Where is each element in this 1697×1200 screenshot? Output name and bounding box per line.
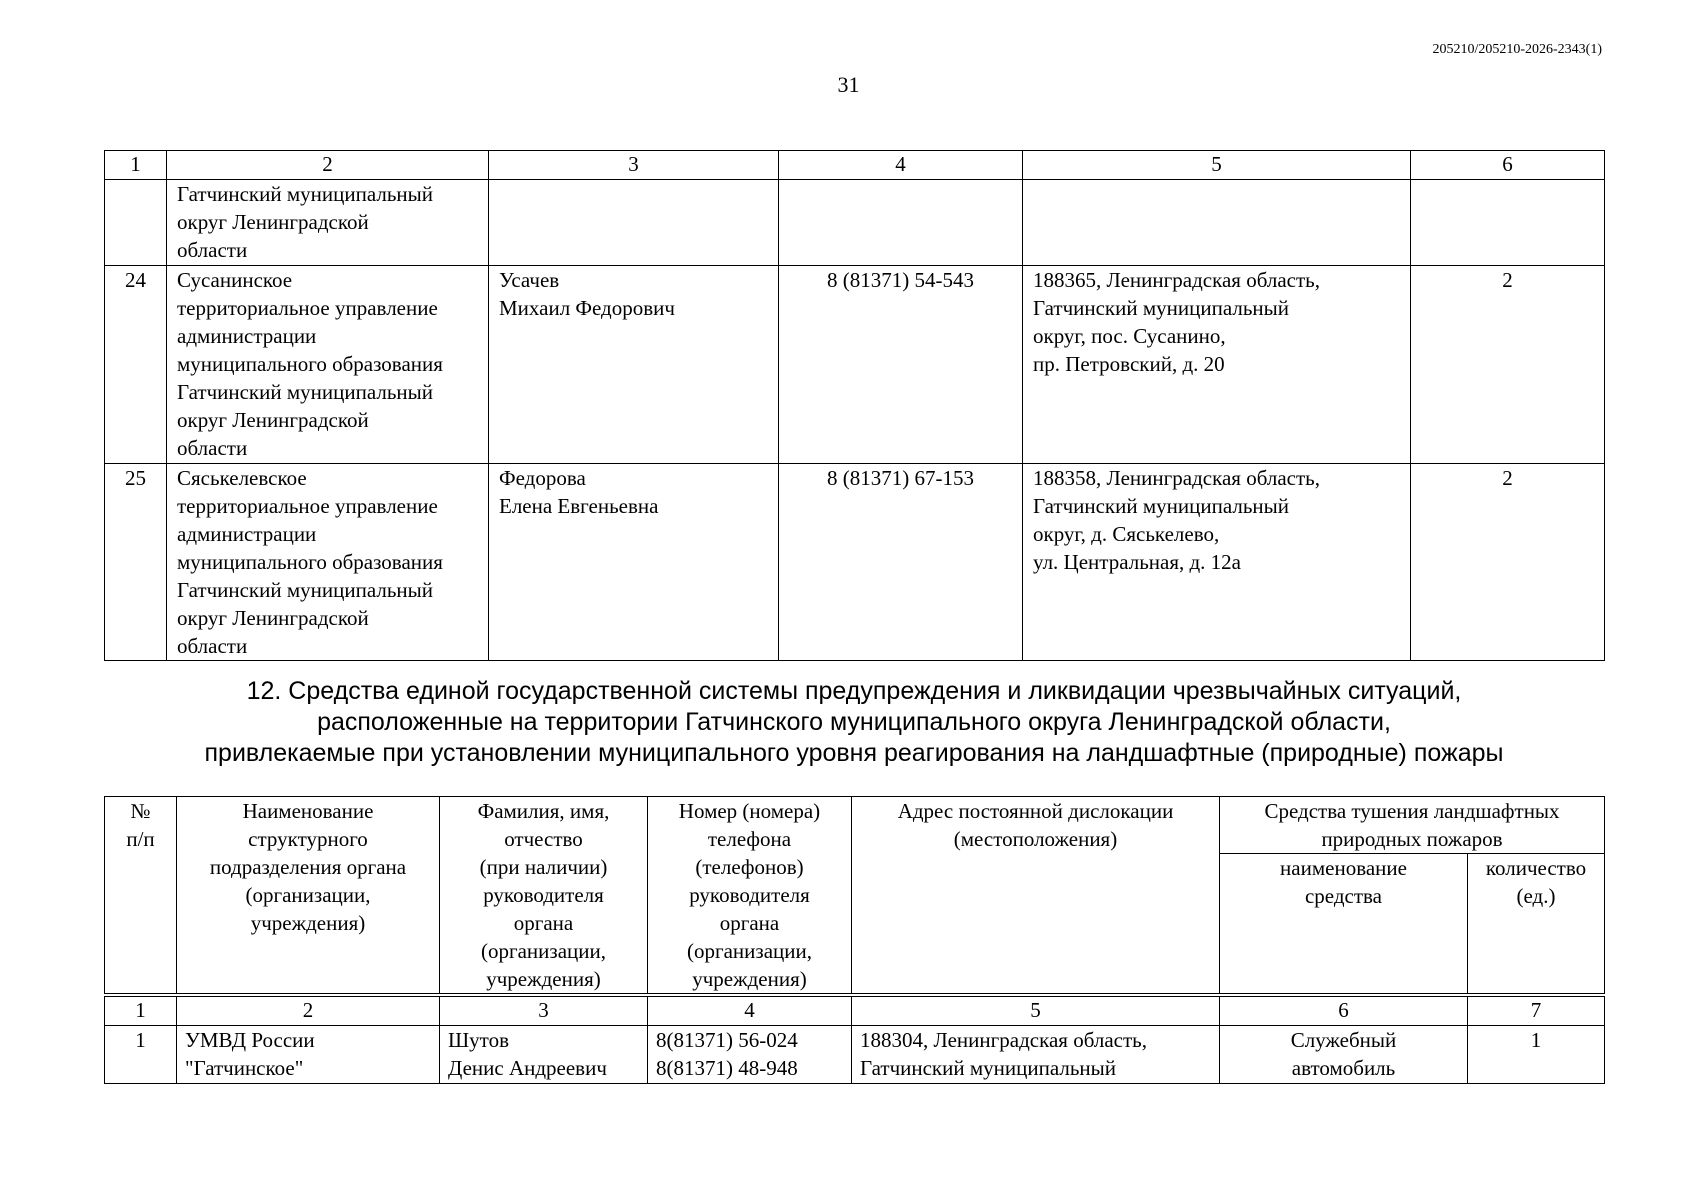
header-means-name bbox=[1220, 854, 1468, 995]
section-title bbox=[104, 676, 1604, 769]
header-line: подразделения органа bbox=[209, 855, 407, 879]
person-line: Шутов bbox=[448, 1028, 510, 1052]
header-line: средства bbox=[1304, 884, 1382, 909]
section-title-line: привлекаемые при установлении муниципального уровня реагирования на ландшафтные (природные) пожары bbox=[204, 739, 1504, 767]
column-number-row bbox=[105, 995, 1605, 1026]
person-cell bbox=[489, 180, 779, 266]
qty-cell: 1 bbox=[1468, 1026, 1605, 1084]
address-cell bbox=[1023, 180, 1411, 266]
section-title-line: расположенные на территории Гатчинского муниципального округа Ленинградской области, bbox=[317, 708, 1391, 736]
col-number: 4 bbox=[648, 995, 852, 1026]
col-number: 4 bbox=[779, 151, 1023, 180]
header-line: (ед.) bbox=[1516, 884, 1556, 909]
header-line: Наименование bbox=[242, 799, 374, 823]
header-line: количество bbox=[1485, 856, 1587, 881]
header-name bbox=[177, 797, 440, 996]
org-name-line: округ Ленинградской bbox=[177, 606, 369, 630]
header-line: (телефонов) bbox=[695, 855, 804, 879]
header-line: телефона bbox=[707, 827, 792, 851]
header-row bbox=[105, 797, 1605, 854]
header-line: учреждения) bbox=[692, 967, 807, 991]
header-line: наименование bbox=[1280, 856, 1407, 881]
person-line: Елена Евгеньевна bbox=[499, 494, 659, 518]
header-num bbox=[105, 797, 177, 996]
org-name-line: области bbox=[177, 238, 248, 262]
header-means-qty bbox=[1468, 854, 1605, 995]
header-line: органа bbox=[719, 911, 780, 935]
address-cell bbox=[1023, 464, 1411, 661]
col-number: 2 bbox=[167, 151, 489, 180]
header-address bbox=[852, 797, 1220, 996]
header-line: органа bbox=[513, 911, 574, 935]
org-name-line: администрации bbox=[177, 324, 317, 348]
header-line: учреждения) bbox=[486, 967, 601, 991]
phone-cell bbox=[779, 180, 1023, 266]
address-line: 188365, Ленинградская область, bbox=[1033, 268, 1320, 292]
col-number: 5 bbox=[852, 995, 1220, 1026]
person-line: Федорова bbox=[499, 466, 586, 490]
qty-cell: 2 bbox=[1411, 464, 1605, 661]
header-line: отчество bbox=[504, 827, 583, 851]
row-number-cell bbox=[105, 180, 167, 266]
person-line: Михаил Федорович bbox=[499, 296, 675, 320]
org-name-line: "Гатчинское" bbox=[185, 1056, 304, 1080]
column-number-row bbox=[105, 151, 1605, 180]
address-line: Гатчинский муниципальный bbox=[1033, 296, 1289, 320]
address-cell bbox=[1023, 266, 1411, 464]
org-name-line: Гатчинский муниципальный bbox=[177, 380, 433, 404]
page-number: 31 bbox=[837, 72, 860, 97]
header-line: (организации, bbox=[481, 939, 606, 963]
org-name-line: муниципального образования bbox=[177, 352, 443, 376]
header-line: (при наличии) bbox=[479, 855, 608, 879]
header-line: (организации, bbox=[687, 939, 812, 963]
org-name-cell bbox=[167, 180, 489, 266]
row-number-cell: 1 bbox=[105, 1026, 177, 1084]
header-line: Фамилия, имя, bbox=[477, 799, 610, 823]
document-id: 205210/205210-2026-2343(1) bbox=[1432, 42, 1602, 57]
section-title-line: 12. Средства единой государственной системы предупреждения и ликвидации чрезвычайных ситуаций, bbox=[246, 677, 1462, 705]
header-line: п/п bbox=[126, 827, 155, 851]
org-name-line: УМВД России bbox=[185, 1028, 315, 1052]
table-row bbox=[105, 464, 1605, 661]
col-number: 7 bbox=[1468, 995, 1605, 1026]
col-number: 1 bbox=[105, 151, 167, 180]
header-line: (организации, bbox=[245, 883, 371, 907]
header-line: № bbox=[130, 799, 151, 823]
header-line: руководителя bbox=[483, 883, 604, 907]
org-name-line: территориальное управление bbox=[177, 494, 438, 518]
person-cell bbox=[440, 1026, 648, 1084]
col-number: 6 bbox=[1220, 995, 1468, 1026]
contacts-table bbox=[104, 150, 1605, 661]
address-line: округ, пос. Сусанино, bbox=[1033, 324, 1226, 348]
org-name-cell bbox=[167, 464, 489, 661]
header-person bbox=[440, 797, 648, 996]
address-line: 188358, Ленинградская область, bbox=[1033, 466, 1320, 490]
org-name-line: Сяськелевское bbox=[177, 466, 307, 490]
org-name-cell bbox=[177, 1026, 440, 1084]
header-line: (местоположения) bbox=[953, 827, 1118, 851]
org-name-line: Гатчинский муниципальный bbox=[177, 578, 433, 602]
header-line: учреждения) bbox=[250, 911, 366, 935]
col-number: 5 bbox=[1023, 151, 1411, 180]
address-line: 188304, Ленинградская область, bbox=[860, 1028, 1147, 1052]
table-row bbox=[105, 1026, 1605, 1084]
means-line: автомобиль bbox=[1291, 1056, 1396, 1080]
row-number-cell: 25 bbox=[105, 464, 167, 661]
org-name-line: округ Ленинградской bbox=[177, 408, 369, 432]
org-name-cell bbox=[167, 266, 489, 464]
header-means-group bbox=[1220, 797, 1605, 854]
header-line: Адрес постоянной дислокации bbox=[897, 799, 1174, 823]
phone-line: 8(81371) 48-948 bbox=[656, 1056, 798, 1080]
col-number: 1 bbox=[105, 995, 177, 1026]
org-name-line: Гатчинский муниципальный bbox=[177, 182, 433, 206]
org-name-line: округ Ленинградской bbox=[177, 210, 369, 234]
address-line: Гатчинский муниципальный bbox=[1033, 494, 1289, 518]
qty-cell: 2 bbox=[1411, 266, 1605, 464]
org-name-line: области bbox=[177, 436, 248, 460]
means-name-cell bbox=[1220, 1026, 1468, 1084]
table-row bbox=[105, 180, 1605, 266]
col-number: 6 bbox=[1411, 151, 1605, 180]
phone-cell bbox=[648, 1026, 852, 1084]
address-line: пр. Петровский, д. 20 bbox=[1033, 352, 1225, 376]
table-row bbox=[105, 266, 1605, 464]
header-line: структурного bbox=[248, 827, 368, 851]
person-line: Усачев bbox=[499, 268, 560, 292]
person-line: Денис Андреевич bbox=[448, 1056, 607, 1080]
col-number: 2 bbox=[177, 995, 440, 1026]
qty-cell bbox=[1411, 180, 1605, 266]
person-cell bbox=[489, 464, 779, 661]
org-name-line: территориальное управление bbox=[177, 296, 438, 320]
org-name-line: области bbox=[177, 634, 248, 658]
row-number-cell: 24 bbox=[105, 266, 167, 464]
org-name-line: Сусанинское bbox=[177, 268, 293, 292]
phone-line: 8(81371) 56-024 bbox=[656, 1028, 798, 1052]
header-line: руководителя bbox=[689, 883, 810, 907]
org-name-line: муниципального образования bbox=[177, 550, 443, 574]
emergency-means-table bbox=[104, 796, 1605, 1084]
org-name-line: администрации bbox=[177, 522, 317, 546]
address-cell bbox=[852, 1026, 1220, 1084]
phone-cell: 8 (81371) 67-153 bbox=[779, 464, 1023, 661]
phone-cell: 8 (81371) 54-543 bbox=[779, 266, 1023, 464]
address-line: округ, д. Сяськелево, bbox=[1033, 522, 1220, 546]
address-line: ул. Центральная, д. 12а bbox=[1033, 550, 1242, 574]
col-number: 3 bbox=[489, 151, 779, 180]
means-line: Служебный bbox=[1290, 1028, 1397, 1052]
col-number: 3 bbox=[440, 995, 648, 1026]
header-phone bbox=[648, 797, 852, 996]
address-line: Гатчинский муниципальный bbox=[860, 1056, 1116, 1080]
header-line: Номер (номера) bbox=[678, 799, 821, 823]
person-cell bbox=[489, 266, 779, 464]
header-line: Средства тушения ландшафтных bbox=[1264, 799, 1560, 823]
header-line: природных пожаров bbox=[1321, 827, 1503, 851]
